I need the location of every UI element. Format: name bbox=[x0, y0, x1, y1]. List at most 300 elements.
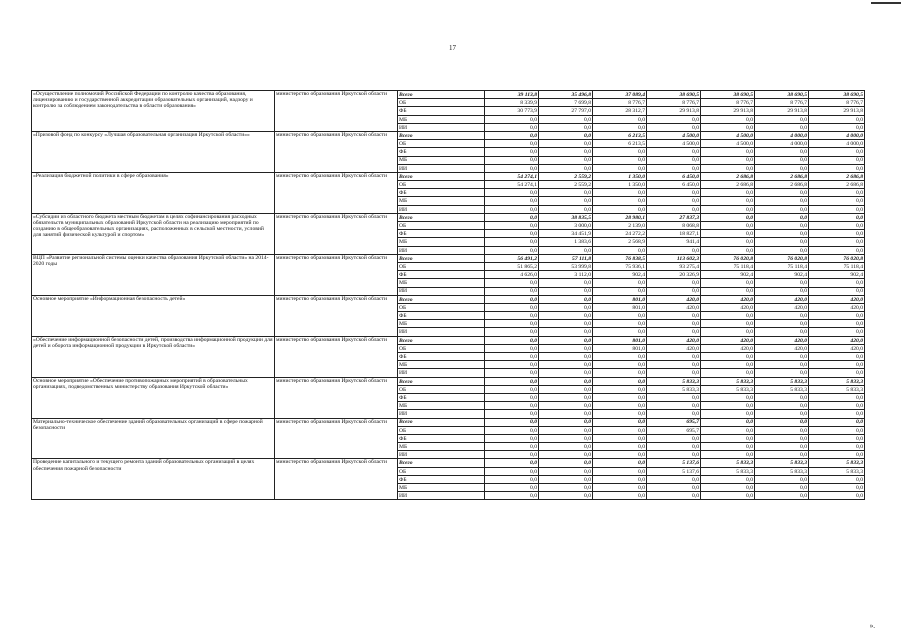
funding-source: Всего bbox=[398, 131, 485, 139]
amount-cell: 8 776,7 bbox=[755, 99, 809, 107]
amount-cell: 0,0 bbox=[809, 115, 865, 123]
amount-cell: 2 139,0 bbox=[593, 222, 647, 230]
amount-cell: 0,0 bbox=[755, 115, 809, 123]
funding-source: ИИ bbox=[398, 164, 485, 172]
funding-source: ОБ bbox=[398, 222, 485, 230]
amount-cell: 0,0 bbox=[485, 402, 539, 410]
amount-cell: 0,0 bbox=[539, 205, 593, 213]
amount-cell: 0,0 bbox=[539, 434, 593, 442]
amount-cell: 4 000,0 bbox=[809, 131, 865, 139]
amount-cell: 0,0 bbox=[647, 402, 701, 410]
amount-cell: 0,0 bbox=[539, 402, 593, 410]
amount-cell: 1 350,0 bbox=[593, 172, 647, 180]
amount-cell: 0,0 bbox=[701, 426, 755, 434]
amount-cell: 2 559,2 bbox=[539, 172, 593, 180]
amount-cell: 902,4 bbox=[809, 271, 865, 279]
amount-cell: 0,0 bbox=[539, 361, 593, 369]
amount-cell: 0,0 bbox=[593, 459, 647, 467]
executor: министерство образования Иркутской области bbox=[275, 254, 398, 295]
amount-cell: 0,0 bbox=[755, 279, 809, 287]
amount-cell: 0,0 bbox=[701, 484, 755, 492]
amount-cell: 0,0 bbox=[539, 246, 593, 254]
amount-cell: 0,0 bbox=[539, 385, 593, 393]
funding-source: ОБ bbox=[398, 344, 485, 352]
end-mark: ». bbox=[869, 622, 875, 630]
amount-cell: 0,0 bbox=[755, 205, 809, 213]
amount-cell: 76 838,5 bbox=[593, 254, 647, 262]
amount-cell: 0,0 bbox=[701, 115, 755, 123]
table-body bbox=[32, 91, 865, 500]
amount-cell: 0,0 bbox=[593, 451, 647, 459]
funding-source: ИИ bbox=[398, 492, 485, 500]
amount-cell: 28 980,1 bbox=[593, 213, 647, 221]
amount-cell: 0,0 bbox=[593, 320, 647, 328]
funding-source: ОБ bbox=[398, 385, 485, 393]
amount-cell: 113 602,3 bbox=[647, 254, 701, 262]
amount-cell: 0,0 bbox=[647, 443, 701, 451]
amount-cell: 695,7 bbox=[647, 426, 701, 434]
amount-cell: 0,0 bbox=[755, 361, 809, 369]
amount-cell: 8 068,8 bbox=[647, 222, 701, 230]
amount-cell: 0,0 bbox=[485, 410, 539, 418]
amount-cell: 6 450,0 bbox=[647, 181, 701, 189]
amount-cell: 902,4 bbox=[593, 271, 647, 279]
amount-cell: 0,0 bbox=[755, 148, 809, 156]
amount-cell: 0,0 bbox=[755, 156, 809, 164]
amount-cell: 420,0 bbox=[809, 344, 865, 352]
funding-source: ФБ bbox=[398, 271, 485, 279]
amount-cell: 0,0 bbox=[593, 369, 647, 377]
amount-cell: 0,0 bbox=[755, 475, 809, 483]
amount-cell: 0,0 bbox=[593, 328, 647, 336]
amount-cell: 0,0 bbox=[485, 303, 539, 311]
amount-cell: 30 773,9 bbox=[485, 107, 539, 115]
amount-cell: 941,4 bbox=[647, 238, 701, 246]
amount-cell: 0,0 bbox=[485, 492, 539, 500]
amount-cell: 0,0 bbox=[539, 164, 593, 172]
funding-source: МБ bbox=[398, 484, 485, 492]
amount-cell: 0,0 bbox=[809, 451, 865, 459]
funding-source: МБ bbox=[398, 402, 485, 410]
amount-cell: 0,0 bbox=[593, 393, 647, 401]
amount-cell: 0,0 bbox=[647, 410, 701, 418]
amount-cell: 0,0 bbox=[647, 205, 701, 213]
table-row bbox=[32, 131, 865, 139]
executor: министерство образования Иркутской области bbox=[275, 459, 398, 500]
funding-source: ФБ bbox=[398, 353, 485, 361]
amount-cell: 38 690,5 bbox=[755, 91, 809, 99]
measure-name: «Реализация бюджетной политики в сфере образования» bbox=[32, 172, 275, 213]
amount-cell: 0,0 bbox=[701, 402, 755, 410]
funding-source: МБ bbox=[398, 361, 485, 369]
amount-cell: 0,0 bbox=[485, 230, 539, 238]
amount-cell: 0,0 bbox=[809, 123, 865, 131]
amount-cell: 0,0 bbox=[701, 361, 755, 369]
amount-cell: 0,0 bbox=[809, 205, 865, 213]
amount-cell: 801,0 bbox=[593, 295, 647, 303]
amount-cell: 75 936,1 bbox=[593, 262, 647, 270]
amount-cell: 0,0 bbox=[809, 410, 865, 418]
amount-cell: 0,0 bbox=[647, 475, 701, 483]
amount-cell: 0,0 bbox=[701, 393, 755, 401]
amount-cell: 0,0 bbox=[485, 131, 539, 139]
amount-cell: 0,0 bbox=[593, 205, 647, 213]
amount-cell: 0,0 bbox=[701, 230, 755, 238]
amount-cell: 0,0 bbox=[539, 303, 593, 311]
funding-source: МБ bbox=[398, 115, 485, 123]
funding-source: ОБ bbox=[398, 426, 485, 434]
amount-cell: 0,0 bbox=[809, 197, 865, 205]
amount-cell: 76 020,8 bbox=[755, 254, 809, 262]
amount-cell: 0,0 bbox=[809, 213, 865, 221]
amount-cell: 29 913,8 bbox=[809, 107, 865, 115]
amount-cell: 0,0 bbox=[593, 279, 647, 287]
amount-cell: 0,0 bbox=[593, 475, 647, 483]
amount-cell: 0,0 bbox=[593, 156, 647, 164]
amount-cell: 8 776,7 bbox=[647, 99, 701, 107]
funding-source: Всего bbox=[398, 172, 485, 180]
amount-cell: 0,0 bbox=[485, 475, 539, 483]
amount-cell: 0,0 bbox=[647, 361, 701, 369]
measure-name: Материально-техническое обеспечение зданий образовательных организаций в сфере пожарной безопасности bbox=[32, 418, 275, 459]
amount-cell: 0,0 bbox=[701, 475, 755, 483]
amount-cell: 0,0 bbox=[755, 353, 809, 361]
funding-source: МБ bbox=[398, 279, 485, 287]
funding-source: Всего bbox=[398, 295, 485, 303]
funding-source: МБ bbox=[398, 156, 485, 164]
funding-source: Всего bbox=[398, 254, 485, 262]
amount-cell: 0,0 bbox=[809, 279, 865, 287]
amount-cell: 2 559,2 bbox=[539, 181, 593, 189]
amount-cell: 0,0 bbox=[539, 451, 593, 459]
funding-source: ИИ bbox=[398, 205, 485, 213]
amount-cell: 2 686,8 bbox=[755, 172, 809, 180]
amount-cell: 0,0 bbox=[809, 475, 865, 483]
amount-cell: 0,0 bbox=[485, 385, 539, 393]
amount-cell: 4 500,0 bbox=[701, 131, 755, 139]
funding-source: МБ bbox=[398, 443, 485, 451]
amount-cell: 0,0 bbox=[701, 222, 755, 230]
amount-cell: 0,0 bbox=[593, 443, 647, 451]
measure-name: «Субсидии из областного бюджета местным бюджетам в целях софинансирования расходных обязательств муниципальных образований Иркутской области на реализацию мероприятий по созданию в общеобразовательных организациях, расположенных в сельской местности, условий для занятий физической культурой и спортом» bbox=[32, 213, 275, 254]
table-row bbox=[32, 254, 865, 262]
amount-cell: 5 833,3 bbox=[809, 467, 865, 475]
amount-cell: 0,0 bbox=[809, 312, 865, 320]
funding-source: ИИ bbox=[398, 451, 485, 459]
funding-source: ОБ bbox=[398, 181, 485, 189]
amount-cell: 75 118,4 bbox=[701, 262, 755, 270]
table-row bbox=[32, 377, 865, 385]
corner-mark bbox=[871, 2, 901, 4]
table-row bbox=[32, 295, 865, 303]
amount-cell: 18 827,1 bbox=[647, 230, 701, 238]
amount-cell: 0,0 bbox=[701, 410, 755, 418]
funding-source: Всего bbox=[398, 377, 485, 385]
amount-cell: 0,0 bbox=[755, 393, 809, 401]
page-number: 17 bbox=[449, 44, 456, 52]
amount-cell: 0,0 bbox=[593, 377, 647, 385]
amount-cell: 0,0 bbox=[539, 197, 593, 205]
amount-cell: 0,0 bbox=[539, 369, 593, 377]
table-row bbox=[32, 213, 865, 221]
amount-cell: 0,0 bbox=[809, 238, 865, 246]
amount-cell: 0,0 bbox=[647, 287, 701, 295]
amount-cell: 420,0 bbox=[647, 344, 701, 352]
amount-cell: 0,0 bbox=[755, 443, 809, 451]
amount-cell: 0,0 bbox=[647, 148, 701, 156]
amount-cell: 0,0 bbox=[755, 320, 809, 328]
amount-cell: 0,0 bbox=[539, 484, 593, 492]
amount-cell: 0,0 bbox=[539, 459, 593, 467]
amount-cell: 0,0 bbox=[539, 279, 593, 287]
amount-cell: 5 833,3 bbox=[701, 459, 755, 467]
amount-cell: 0,0 bbox=[701, 279, 755, 287]
amount-cell: 0,0 bbox=[647, 189, 701, 197]
amount-cell: 0,0 bbox=[809, 393, 865, 401]
funding-source: Всего bbox=[398, 336, 485, 344]
amount-cell: 0,0 bbox=[755, 451, 809, 459]
amount-cell: 0,0 bbox=[809, 418, 865, 426]
amount-cell: 0,0 bbox=[485, 418, 539, 426]
amount-cell: 0,0 bbox=[701, 312, 755, 320]
amount-cell: 56 491,2 bbox=[485, 254, 539, 262]
amount-cell: 5 833,3 bbox=[755, 377, 809, 385]
amount-cell: 420,0 bbox=[701, 303, 755, 311]
amount-cell: 6 213,5 bbox=[593, 140, 647, 148]
amount-cell: 39 113,8 bbox=[485, 91, 539, 99]
amount-cell: 0,0 bbox=[485, 205, 539, 213]
amount-cell: 0,0 bbox=[485, 123, 539, 131]
amount-cell: 0,0 bbox=[755, 164, 809, 172]
amount-cell: 0,0 bbox=[593, 148, 647, 156]
amount-cell: 801,0 bbox=[593, 344, 647, 352]
table-row bbox=[32, 91, 865, 99]
amount-cell: 5 833,3 bbox=[701, 467, 755, 475]
table-row bbox=[32, 459, 865, 467]
amount-cell: 0,0 bbox=[755, 418, 809, 426]
amount-cell: 420,0 bbox=[809, 295, 865, 303]
funding-source: Всего bbox=[398, 459, 485, 467]
amount-cell: 4 000,0 bbox=[755, 131, 809, 139]
amount-cell: 0,0 bbox=[809, 164, 865, 172]
amount-cell: 76 020,8 bbox=[809, 254, 865, 262]
executor: министерство образования Иркутской области bbox=[275, 172, 398, 213]
amount-cell: 1 350,0 bbox=[593, 181, 647, 189]
amount-cell: 38 835,5 bbox=[539, 213, 593, 221]
amount-cell: 0,0 bbox=[647, 115, 701, 123]
table-row bbox=[32, 418, 865, 426]
amount-cell: 420,0 bbox=[647, 295, 701, 303]
amount-cell: 5 137,6 bbox=[647, 467, 701, 475]
amount-cell: 0,0 bbox=[485, 189, 539, 197]
amount-cell: 0,0 bbox=[485, 467, 539, 475]
amount-cell: 27 837,3 bbox=[647, 213, 701, 221]
amount-cell: 0,0 bbox=[701, 156, 755, 164]
amount-cell: 0,0 bbox=[809, 320, 865, 328]
funding-source: ФБ bbox=[398, 393, 485, 401]
amount-cell: 420,0 bbox=[701, 295, 755, 303]
amount-cell: 0,0 bbox=[809, 426, 865, 434]
amount-cell: 0,0 bbox=[701, 205, 755, 213]
amount-cell: 0,0 bbox=[755, 410, 809, 418]
amount-cell: 0,0 bbox=[539, 336, 593, 344]
amount-cell: 0,0 bbox=[701, 238, 755, 246]
executor: министерство образования Иркутской области bbox=[275, 295, 398, 336]
amount-cell: 0,0 bbox=[647, 369, 701, 377]
amount-cell: 0,0 bbox=[593, 434, 647, 442]
amount-cell: 0,0 bbox=[809, 434, 865, 442]
amount-cell: 0,0 bbox=[701, 197, 755, 205]
amount-cell: 0,0 bbox=[485, 115, 539, 123]
amount-cell: 5 833,3 bbox=[809, 377, 865, 385]
amount-cell: 0,0 bbox=[539, 148, 593, 156]
funding-source: ОБ bbox=[398, 262, 485, 270]
amount-cell: 0,0 bbox=[701, 148, 755, 156]
amount-cell: 0,0 bbox=[701, 213, 755, 221]
amount-cell: 8 776,7 bbox=[701, 99, 755, 107]
amount-cell: 5 833,3 bbox=[809, 385, 865, 393]
executor: министерство образования Иркутской области bbox=[275, 91, 398, 132]
amount-cell: 8 776,7 bbox=[593, 99, 647, 107]
amount-cell: 0,0 bbox=[755, 189, 809, 197]
amount-cell: 29 913,8 bbox=[755, 107, 809, 115]
amount-cell: 51 865,2 bbox=[485, 262, 539, 270]
amount-cell: 0,0 bbox=[701, 451, 755, 459]
funding-source: ИИ bbox=[398, 123, 485, 131]
amount-cell: 0,0 bbox=[593, 353, 647, 361]
funding-source: Всего bbox=[398, 418, 485, 426]
amount-cell: 38 690,5 bbox=[809, 91, 865, 99]
amount-cell: 0,0 bbox=[755, 328, 809, 336]
amount-cell: 0,0 bbox=[485, 336, 539, 344]
amount-cell: 0,0 bbox=[485, 140, 539, 148]
amount-cell: 0,0 bbox=[647, 197, 701, 205]
amount-cell: 0,0 bbox=[755, 484, 809, 492]
amount-cell: 0,0 bbox=[755, 238, 809, 246]
amount-cell: 0,0 bbox=[809, 369, 865, 377]
amount-cell: 0,0 bbox=[647, 393, 701, 401]
amount-cell: 420,0 bbox=[755, 295, 809, 303]
amount-cell: 0,0 bbox=[539, 344, 593, 352]
amount-cell: 28 312,7 bbox=[593, 107, 647, 115]
amount-cell: 0,0 bbox=[809, 230, 865, 238]
amount-cell: 0,0 bbox=[701, 287, 755, 295]
amount-cell: 0,0 bbox=[755, 287, 809, 295]
funding-source: ИИ bbox=[398, 287, 485, 295]
amount-cell: 53 999,8 bbox=[539, 262, 593, 270]
measure-name: «Призовой фонд по конкурсу «Лучшая образовательная организация Иркутской области»» bbox=[32, 131, 275, 172]
funding-source: Всего bbox=[398, 213, 485, 221]
amount-cell: 0,0 bbox=[485, 320, 539, 328]
amount-cell: 0,0 bbox=[539, 115, 593, 123]
amount-cell: 0,0 bbox=[701, 246, 755, 254]
amount-cell: 0,0 bbox=[647, 246, 701, 254]
amount-cell: 0,0 bbox=[485, 295, 539, 303]
amount-cell: 0,0 bbox=[485, 361, 539, 369]
amount-cell: 0,0 bbox=[809, 484, 865, 492]
amount-cell: 6 213,5 bbox=[593, 131, 647, 139]
amount-cell: 0,0 bbox=[809, 361, 865, 369]
amount-cell: 0,0 bbox=[539, 410, 593, 418]
amount-cell: 0,0 bbox=[755, 369, 809, 377]
amount-cell: 5 833,3 bbox=[755, 467, 809, 475]
amount-cell: 0,0 bbox=[539, 467, 593, 475]
amount-cell: 0,0 bbox=[539, 287, 593, 295]
amount-cell: 75 118,4 bbox=[809, 262, 865, 270]
amount-cell: 0,0 bbox=[539, 393, 593, 401]
amount-cell: 29 913,8 bbox=[647, 107, 701, 115]
executor: министерство образования Иркутской области bbox=[275, 131, 398, 172]
amount-cell: 75 118,4 bbox=[755, 262, 809, 270]
amount-cell: 3 000,0 bbox=[539, 222, 593, 230]
amount-cell: 902,4 bbox=[701, 271, 755, 279]
amount-cell: 0,0 bbox=[485, 222, 539, 230]
amount-cell: 0,0 bbox=[809, 156, 865, 164]
amount-cell: 801,0 bbox=[593, 303, 647, 311]
amount-cell: 4 500,0 bbox=[647, 131, 701, 139]
amount-cell: 420,0 bbox=[809, 336, 865, 344]
amount-cell: 38 690,5 bbox=[647, 91, 701, 99]
amount-cell: 34 451,9 bbox=[539, 230, 593, 238]
funding-source: МБ bbox=[398, 197, 485, 205]
amount-cell: 0,0 bbox=[539, 443, 593, 451]
amount-cell: 0,0 bbox=[701, 328, 755, 336]
table-row bbox=[32, 172, 865, 180]
amount-cell: 0,0 bbox=[809, 402, 865, 410]
amount-cell: 0,0 bbox=[485, 443, 539, 451]
amount-cell: 0,0 bbox=[593, 287, 647, 295]
funding-source: МБ bbox=[398, 238, 485, 246]
amount-cell: 0,0 bbox=[485, 164, 539, 172]
amount-cell: 0,0 bbox=[809, 287, 865, 295]
funding-source: ИИ bbox=[398, 369, 485, 377]
amount-cell: 0,0 bbox=[539, 156, 593, 164]
amount-cell: 5 833,3 bbox=[755, 459, 809, 467]
amount-cell: 5 833,3 bbox=[701, 377, 755, 385]
amount-cell: 0,0 bbox=[809, 443, 865, 451]
amount-cell: 76 020,8 bbox=[701, 254, 755, 262]
amount-cell: 0,0 bbox=[593, 123, 647, 131]
amount-cell: 0,0 bbox=[755, 402, 809, 410]
funding-source: ОБ bbox=[398, 99, 485, 107]
amount-cell: 0,0 bbox=[539, 131, 593, 139]
amount-cell: 27 797,0 bbox=[539, 107, 593, 115]
amount-cell: 2 686,8 bbox=[755, 181, 809, 189]
amount-cell: 2 686,8 bbox=[701, 181, 755, 189]
amount-cell: 0,0 bbox=[647, 484, 701, 492]
amount-cell: 20 326,9 bbox=[647, 271, 701, 279]
amount-cell: 0,0 bbox=[755, 246, 809, 254]
amount-cell: 4 626,0 bbox=[485, 271, 539, 279]
amount-cell: 0,0 bbox=[593, 361, 647, 369]
amount-cell: 0,0 bbox=[755, 230, 809, 238]
funding-source: ФБ bbox=[398, 475, 485, 483]
executor: министерство образования Иркутской области bbox=[275, 377, 398, 418]
amount-cell: 0,0 bbox=[701, 443, 755, 451]
amount-cell: 0,0 bbox=[539, 320, 593, 328]
measure-name: Проведение капитального и текущего ремонта зданий образовательных организаций в целях обеспечения пожарной безопасности bbox=[32, 459, 275, 500]
amount-cell: 0,0 bbox=[647, 328, 701, 336]
amount-cell: 801,0 bbox=[593, 336, 647, 344]
executor: министерство образования Иркутской области bbox=[275, 418, 398, 459]
funding-source: МБ bbox=[398, 320, 485, 328]
amount-cell: 0,0 bbox=[485, 459, 539, 467]
amount-cell: 0,0 bbox=[539, 123, 593, 131]
amount-cell: 0,0 bbox=[701, 123, 755, 131]
amount-cell: 0,0 bbox=[647, 320, 701, 328]
amount-cell: 0,0 bbox=[755, 434, 809, 442]
amount-cell: 4 500,0 bbox=[701, 140, 755, 148]
